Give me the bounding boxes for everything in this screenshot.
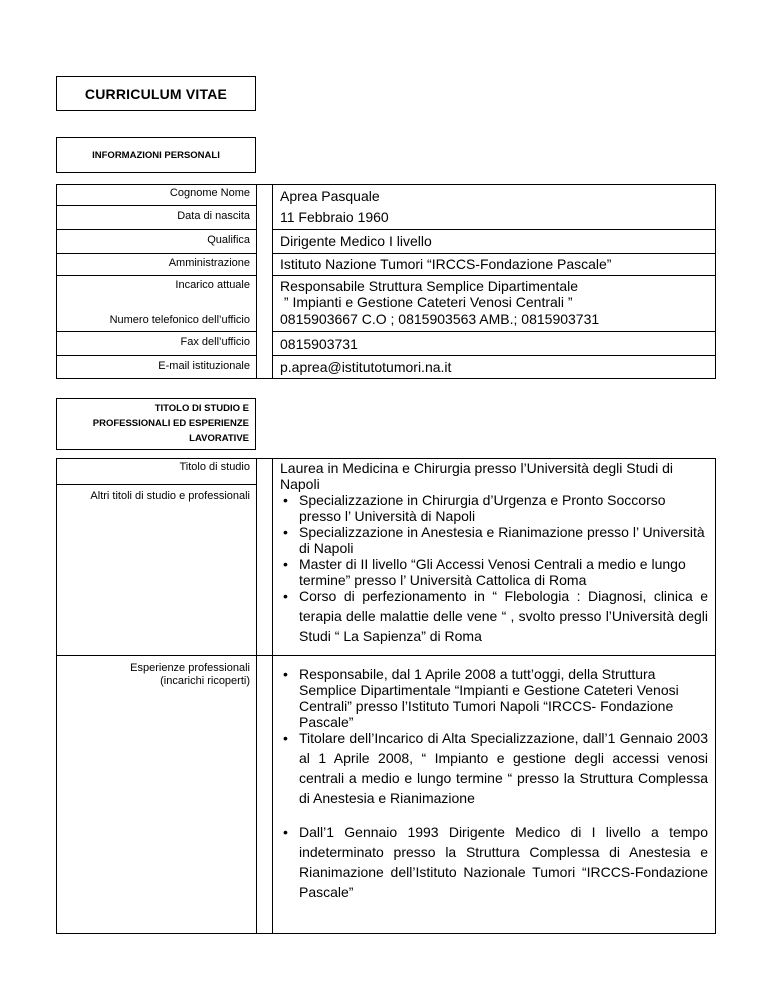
list-item: • Specializzazione in Chirurgia d’Urgenza e Pronto Soccorso presso l’ Università di Napoli <box>280 492 708 524</box>
label-email-istituzionale: E-mail istituzionale <box>158 360 250 372</box>
label-esperienze-line: Esperienze professionali <box>130 662 250 674</box>
label-titolo-studio: Titolo di studio <box>179 461 250 473</box>
label-esperienze <box>56 662 250 688</box>
value-cognome-nome: Aprea Pasquale <box>280 188 380 204</box>
label-amministrazione: Amministrazione <box>168 257 250 269</box>
value-fax-ufficio: 0815903731 <box>280 336 358 352</box>
cv-title: CURRICULUM VITAE <box>56 76 256 111</box>
list-item: • Dall’1 Gennaio 1993 Dirigente Medico di I livello a tempo indeterminato presso la Struttura Complessa di Anestesia e Rianimazione dell’Istituto Nazionale Tumori “IRCCS-Fondazione Pascale” <box>280 822 708 902</box>
label-telefono-ufficio: Numero telefonico dell’ufficio <box>109 314 250 326</box>
value-email-istituzionale: p.aprea@istitutotumori.na.it <box>280 359 452 375</box>
label-cognome-nome: Cognome Nome <box>169 187 250 199</box>
label-data-nascita: Data di nascita <box>177 210 250 222</box>
education-heading-line: LAVORATIVE <box>189 433 249 444</box>
list-item: • Master di II livello “Gli Accessi Venosi Centrali a medio e lungo termine” presso l’ Università Cattolica di Roma <box>280 556 708 588</box>
section-heading-personal: INFORMAZIONI PERSONALI <box>56 137 256 173</box>
education-heading-line: TITOLO DI STUDIO E <box>154 403 249 414</box>
label-altri-titoli: Altri titoli di studio e professionali <box>90 490 250 502</box>
value-telefono-ufficio: 0815903667 C.O ; 0815903563 AMB.; 0815903731 <box>280 311 600 327</box>
section-heading-education <box>56 398 256 450</box>
education-heading-line: PROFESSIONALI ED ESPERIENZE <box>92 418 249 429</box>
list-item: • Titolare dell’Incarico di Alta Specializzazione, dall’1 Gennaio 2003 al 1 Aprile 2008, “ Impianto e gestione degli accessi venosi centrali a medio e lungo termine “ presso la Struttura Complessa di Anestesia e Rianimazione <box>280 728 708 808</box>
label-esperienze-line: (incarichi ricoperti) <box>160 675 250 687</box>
label-fax-ufficio: Fax dell’ufficio <box>180 336 250 348</box>
value-data-nascita: 11 Febbraio 1960 <box>280 209 389 225</box>
label-incarico-attuale: Incarico attuale <box>175 279 250 291</box>
value-qualifica: Dirigente Medico I livello <box>280 233 432 249</box>
list-item: • Responsabile, dal 1 Aprile 2008 a tutt’oggi, della Struttura Semplice Dipartimentale “Impianti e Gestione Cateteri Venosi Centrali” presso l’Istituto Tumori Napoli “IRCCS- Fondazione Pascale” <box>280 666 708 730</box>
value-incarico-attuale-line1: Responsabile Struttura Semplice Dipartimentale <box>280 278 579 294</box>
label-qualifica: Qualifica <box>207 234 250 246</box>
list-altri-titoli <box>280 492 708 646</box>
list-item: • Specializzazione in Anestesia e Rianimazione presso l’ Università di Napoli <box>280 524 708 556</box>
value-incarico-attuale-line2: ” Impianti e Gestione Cateteri Venosi Centrali ” <box>280 294 573 310</box>
value-amministrazione: Istituto Nazione Tumori “IRCCS-Fondazione Pascale” <box>280 256 612 272</box>
list-esperienze <box>280 666 708 902</box>
list-item: • Corso di perfezionamento in “ Flebologia : Diagnosi, clinica e terapia delle malattie delle vene “ , svolto presso l’Università degli Studi “ La Sapienza” di Roma <box>280 586 708 646</box>
value-titolo-studio: Laurea in Medicina e Chirurgia presso l’Università degli Studi di Napoli <box>280 460 673 492</box>
